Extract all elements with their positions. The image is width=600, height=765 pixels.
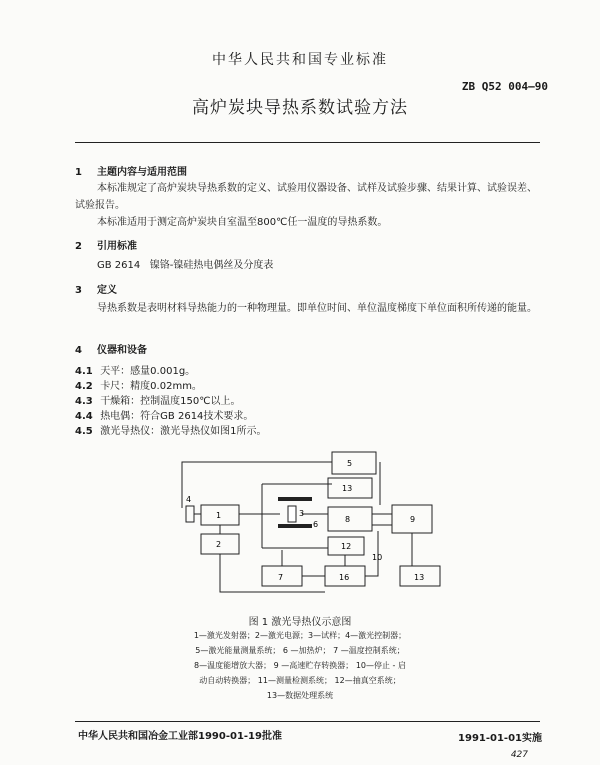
- diagram-label-5: 5: [347, 459, 353, 468]
- laser-conductivity-diagram: [170, 440, 470, 610]
- diagram-label-2: 2: [216, 540, 222, 549]
- diagram-label-6: 6: [313, 520, 319, 529]
- bottom-divider: [75, 721, 540, 722]
- figure-legend-line: 动自动转换器； 11—测量检测系统； 12—抽真空系统；: [199, 676, 401, 685]
- figure-legend-line: 1—激光发射器；2—激光电源；3—试样；4—激光控制器；: [193, 631, 407, 640]
- list-item: 4.2 卡尺：精度0.02mm。: [75, 381, 202, 392]
- figure-legend-line: 8—温度能增放大器； 9 —高速贮存转换器； 10—停止 - 启: [194, 661, 406, 670]
- diagram-label-9: 9: [410, 515, 416, 524]
- diagram-label-16: 16: [339, 573, 350, 582]
- diagram-label-11: 12: [341, 542, 352, 551]
- diagram-label-7: 7: [278, 573, 284, 582]
- top-divider: [75, 142, 540, 143]
- section-4-title: 仪器和设备: [97, 345, 147, 356]
- section-3-title: 定义: [97, 285, 117, 296]
- diagram-label-4: 4: [186, 495, 192, 504]
- figure-caption: 图 1 激光导热仪示意图: [248, 617, 352, 628]
- section-2-number: 2: [75, 241, 82, 252]
- reference-standard: [97, 257, 273, 274]
- standard-title: 中华人民共和国专业标准: [212, 52, 388, 68]
- diagram-label-13: 13: [414, 573, 425, 582]
- standard-code: ZB Q52 004—90: [461, 80, 548, 93]
- section-3-paragraph: 导热系数是表明材料导热能力的一种物理量。即单位时间、单位温度梯度下单位面积所传递的能量。: [97, 303, 537, 314]
- list-item: 4.3 干燥箱：控制温度150℃以上。: [75, 396, 241, 407]
- section-3-heading: [75, 281, 117, 296]
- document-title: 高炉炭块导热系数试验方法: [192, 98, 408, 118]
- approval-line: 中华人民共和国冶金工业部1990-01-19批准: [78, 731, 282, 742]
- diagram-label-10: 10: [372, 553, 383, 562]
- section-2-title: 引用标准: [97, 241, 137, 252]
- section-1-number: 1: [75, 167, 82, 178]
- figure-legend-line: 5—激光能量测量系统； 6 —加热炉； 7 —温度控制系统；: [195, 646, 405, 655]
- list-item: 4.5 激光导热仪：激光导热仪如图1所示。: [75, 426, 267, 437]
- reference-code: GB 2614: [97, 260, 141, 271]
- section-4-heading: [75, 341, 147, 356]
- page-number: 427: [510, 750, 528, 760]
- section-1-paragraph-2: 本标准适用于测定高炉炭块自室温至800℃任一温度的导热系数。: [97, 217, 388, 228]
- section-1-heading: [75, 163, 187, 178]
- list-item: 4.4 热电偶：符合GB 2614技术要求。: [75, 411, 254, 422]
- list-item: 4.1 天平：感量0.001g。: [75, 366, 196, 377]
- diagram-label-1: 1: [216, 511, 222, 520]
- effective-date: 1991-01-01实施: [458, 733, 542, 744]
- diagram-label-8: 8: [345, 515, 351, 524]
- section-3-number: 3: [75, 285, 82, 296]
- section-4-number: 4: [75, 345, 82, 356]
- diagram-label-3: 3: [299, 509, 305, 518]
- section-1-paragraph-1: 本标准规定了高炉炭块导热系数的定义、试验用仪器设备、试样及试验步骤、结果计算、试验误差、试验报告。: [75, 183, 537, 211]
- section-2-heading: [75, 237, 137, 252]
- diagram-label-12: 13: [342, 484, 353, 493]
- reference-title: 镍铬-镍硅热电偶丝及分度表: [149, 260, 274, 271]
- figure-legend-line: 13—数据处理系统: [266, 691, 334, 700]
- section-1-title: 主题内容与适用范围: [97, 167, 187, 178]
